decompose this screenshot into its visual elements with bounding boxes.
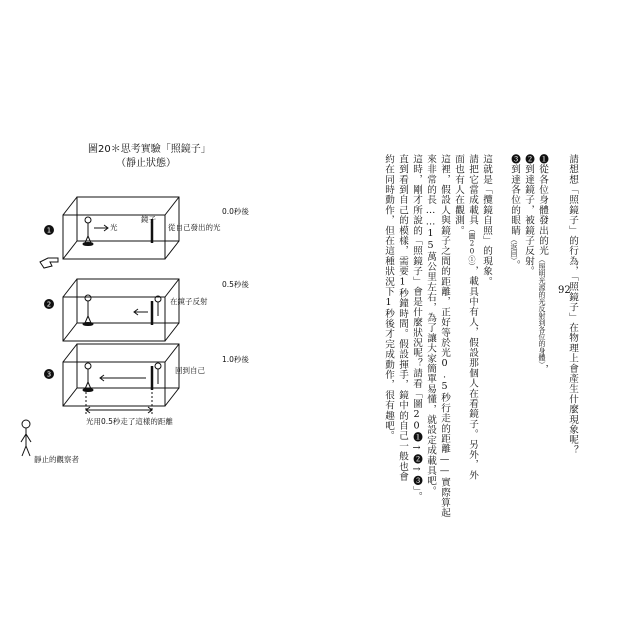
text-column-3: ❶從各位身體發出的光（照明光源的光反射到各位的身體），: [537, 154, 548, 375]
person-3: [83, 363, 93, 392]
pointing-hand-icon: [40, 258, 58, 268]
light-arrow-1: [94, 225, 108, 231]
label-light: 光: [110, 223, 118, 232]
text-column-11: 來非常的長……15萬公里左右，為了讓大家簡單易懂，就設定成載具吧。: [425, 154, 436, 497]
observer-label: 靜止的觀察者: [34, 455, 79, 464]
step-marker-1-text: 1: [46, 226, 52, 235]
step-marker-2-text: 2: [46, 300, 52, 309]
light-arrow-2: [134, 309, 148, 315]
vehicle-box-3: [63, 344, 179, 406]
time-05: 0.5秒後: [222, 280, 249, 289]
label-emitted-light: 從自己發出的光: [168, 223, 221, 232]
figure-subtitle: （靜止狀態）: [116, 158, 176, 169]
text-column-13: 直到看到自己的模樣，需要1秒鐘時間。假設揮手，鏡中的自己一般也會: [397, 154, 408, 482]
text-column-9: 面也有人在觀測。: [453, 154, 464, 236]
time-0: 0.0秒後: [222, 207, 249, 216]
figure-title-text: 圖20＊思考實驗「照鏡子」: [88, 144, 211, 155]
text-column-1: 請想想「照鏡子」的行為，「照鏡子」在物理上會產生什麼現象呢？: [567, 154, 578, 456]
page-number: 92: [558, 285, 571, 296]
observer-figure: [21, 420, 31, 456]
distance-line: [86, 392, 152, 415]
label-return: 回到自己: [175, 366, 205, 375]
vehicle-box-2: [63, 279, 179, 341]
person-2: [83, 295, 93, 326]
text-column-5: ❸到達各位的眼睛（返回）。: [509, 154, 520, 271]
distance-label: 光用0.5秒走了這樣的距離: [86, 417, 173, 426]
text-column-4: ❷到達鏡子，被鏡子反射。: [523, 154, 534, 277]
light-arrow-3: [100, 375, 146, 381]
step-marker-3-text: 3: [46, 370, 52, 379]
time-10: 1.0秒後: [222, 355, 249, 364]
body-text: [383, 154, 580, 518]
reflection-2: [155, 296, 161, 316]
label-reflect: 在鏡子反射: [170, 297, 208, 306]
text-column-7: 這就是「攬鏡自照」的現象。: [481, 154, 492, 287]
vehicle-box-1: [63, 197, 179, 259]
text-column-14: 約在同時動作，但在這種狀況下1秒後才完成動作，很有趣吧。: [383, 154, 394, 441]
label-mirror: 鏡子: [141, 215, 156, 224]
text-column-10: 這裡，假設人與鏡子之間的距離，正好等於光0.5秒行走的距離——實際算起: [439, 154, 450, 518]
text-column-12: 這時，剛才所說的「照鏡子」會是什麼狀況呢？請看「圖20❶→❷→❸」。: [411, 154, 422, 502]
reflection-3: [155, 363, 161, 384]
text-column-8: 請把它當成載具（圖20①），載具中有人，假設那個人在看鏡子。另外，外: [467, 154, 478, 481]
